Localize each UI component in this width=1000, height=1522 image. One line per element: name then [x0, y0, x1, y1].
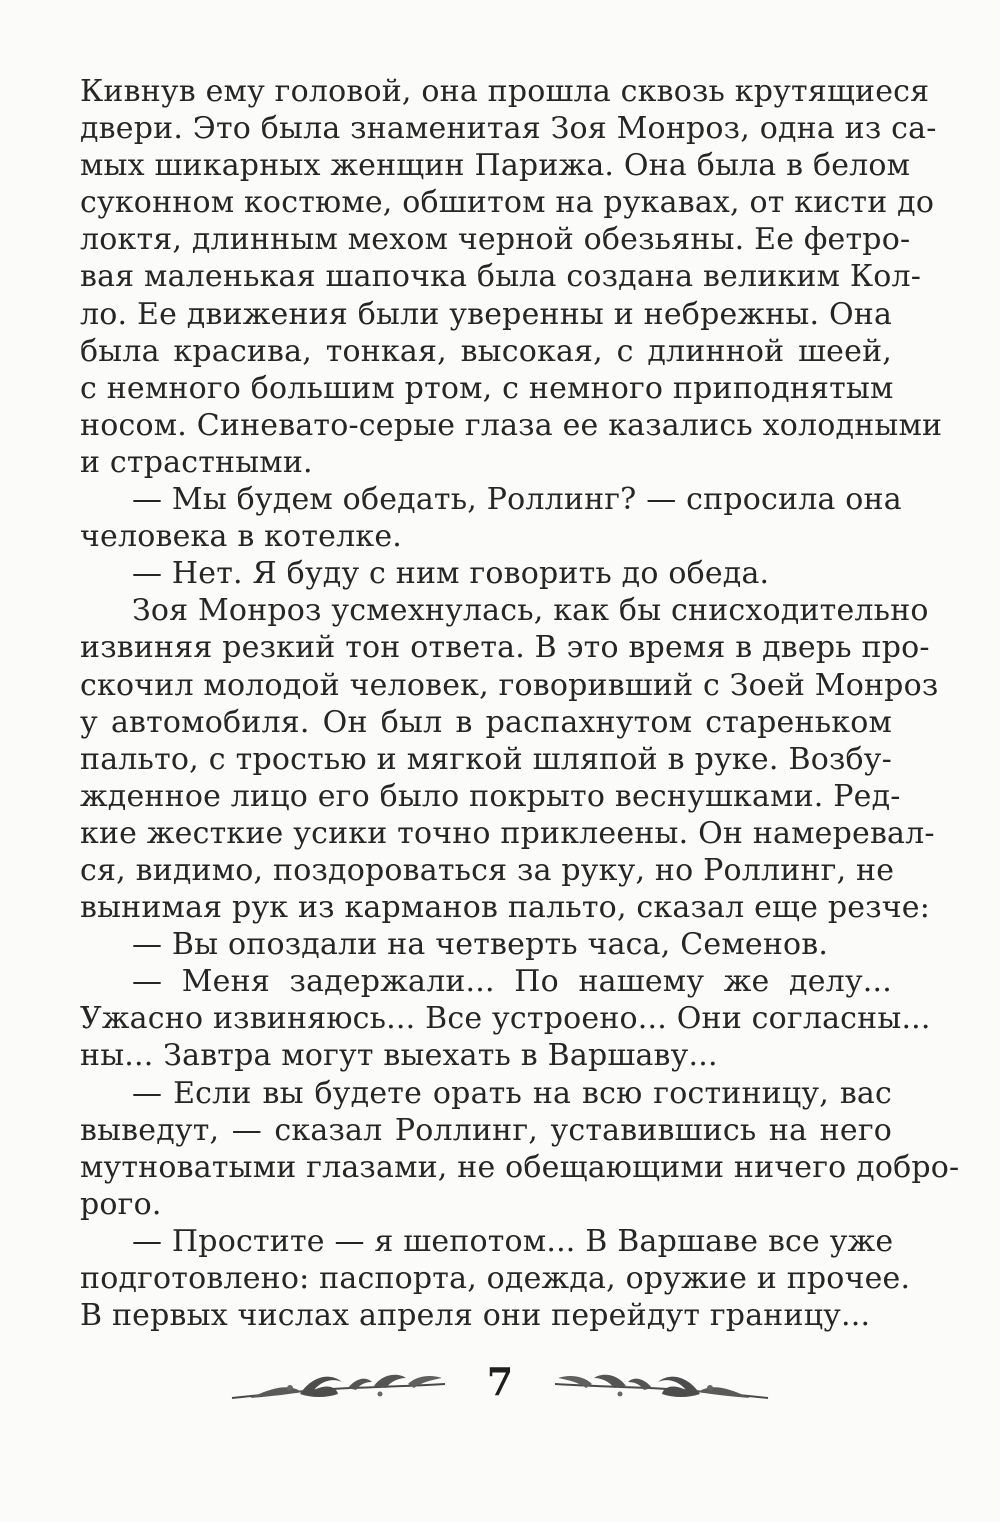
text-line: — Меня задержали... По нашему же делу... [132, 964, 892, 1000]
text-line: пальто, с тростью и мягкой шляпой в руке. Возбу- [80, 741, 892, 777]
text-line: вая маленькая шапочка была создана великим Кол- [80, 259, 922, 295]
text-line: мутноватыми глазами, не обещающими ничего добро- [80, 1149, 960, 1185]
text-line: выведут, — сказал Роллинг, уставившись на него [80, 1112, 892, 1148]
text-line: — Нет. Я буду с ним говорить до обеда. [132, 556, 770, 592]
text-line: — Если вы будете орать на всю гостиницу, вас [132, 1075, 892, 1111]
text-line: у автомобиля. Он был в распахнутом стареньком [80, 704, 892, 740]
text-line: ло. Ее движения были уверенны и небрежны. Она [80, 296, 893, 332]
text-line: с немного большим ртом, с немного приподнятым [80, 370, 894, 406]
text-line: была красива, тонкая, высокая, с длинной шеей, [80, 333, 892, 369]
text-line: локтя, длинным мехом черной обезьяны. Ее фетро- [80, 222, 911, 258]
text-line: извиняя резкий тон ответа. В это время в дверь про- [80, 630, 930, 666]
text-line: мых шикарных женщин Парижа. Она была в белом [80, 148, 911, 184]
text-line: рого. [80, 1186, 162, 1222]
text-line: вынимая рук из карманов пальто, сказал еще резче: [80, 890, 931, 926]
ornament-right-icon [550, 1364, 770, 1408]
text-line: человека в котелке. [80, 519, 403, 555]
text-line: В первых числах апреля они перейдут границу... [80, 1298, 871, 1334]
text-line: Зоя Монроз усмехнулась, как бы снисходительно [132, 593, 929, 629]
text-line: кие жесткие усики точно приклеены. Он намеревал- [80, 815, 935, 851]
text-line: — Вы опоздали на четверть часа, Семенов. [132, 927, 829, 963]
text-line: ся, видимо, поздороваться за руку, но Роллинг, не [80, 852, 895, 888]
page-text [80, 73, 960, 1334]
text-line: ны... Завтра могут выехать в Варшаву... [80, 1038, 718, 1074]
text-line: — Простите — я шепотом... В Варшаве все уже [132, 1223, 894, 1259]
text-line: Ужасно извиняюсь... Все устроено... Они согласны... [80, 1001, 931, 1037]
text-line: — Мы будем обедать, Роллинг? — спросила она [132, 482, 902, 518]
text-line: двери. Это была знаменитая Зоя Монроз, одна из са- [80, 111, 937, 147]
text-line: суконном костюме, обшитом на рукавах, от кисти до [80, 185, 935, 221]
page-number: 7 [486, 1359, 514, 1404]
text-line: подготовлено: паспорта, одежда, оружие и прочее. [80, 1261, 911, 1296]
text-line: и страстными. [80, 444, 313, 480]
page-footer [230, 1356, 770, 1412]
text-line: жденное лицо его было покрыто веснушками. Ред- [80, 778, 901, 814]
text-line: скочил молодой человек, говоривший с Зоей Монроз [80, 667, 939, 703]
text-line: носом. Синевато-серые глаза ее казались холодными [80, 407, 943, 443]
text-line: Кивнув ему головой, она прошла сквозь крутящиеся [80, 74, 930, 109]
